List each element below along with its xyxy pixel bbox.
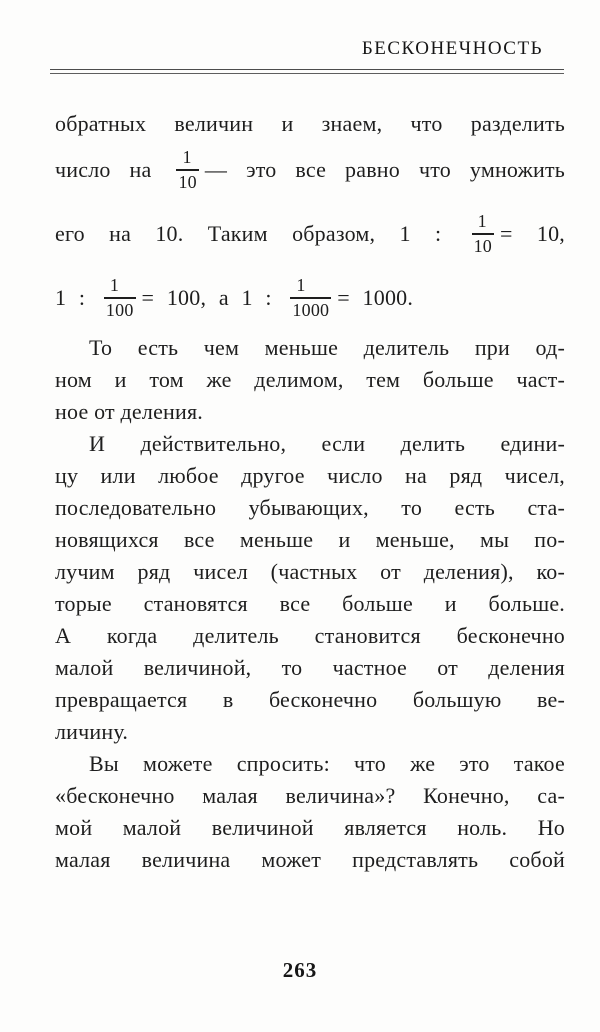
text-run: А когда делитель становится бесконечно [55,623,565,648]
text-line [55,268,565,332]
text-line [55,588,565,620]
fraction-numerator: 1 [472,211,494,235]
text-line [55,716,565,748]
text-line [55,844,565,876]
text-run: лучим ряд чисел (частных от деления), ко- [55,559,565,584]
text-run: число на [55,157,152,183]
text-line [55,652,565,684]
header-rule [50,69,564,74]
fraction [176,147,198,193]
text-run: — это все равно что умножить [204,157,565,183]
text-line [55,428,565,460]
fraction [290,275,331,321]
fraction-denominator: 100 [105,300,134,320]
text-run: малая величина может представлять собой [55,847,565,872]
text-run: То есть чем меньше делитель при од- [89,335,565,360]
text-run: 1 : [55,285,86,311]
fraction [472,211,494,257]
text-run: малой величиной, то частное от деления [55,655,565,680]
fraction-denominator: 1000 [292,300,330,320]
text-line [55,492,565,524]
text-line [55,524,565,556]
text-run: = 1000. [337,285,414,311]
text-line [55,812,565,844]
page-body [55,108,565,876]
text-run: превращается в бесконечно большую ве- [55,687,565,712]
text-run: обратных величин и знаем, что разделить [55,111,565,136]
text-line [55,748,565,780]
text-line [55,204,565,268]
running-head: БЕСКОНЕЧНОСТЬ [361,38,543,59]
text-run: Вы можете спросить: что же это такое [89,751,565,776]
text-line [55,396,565,428]
text-line [55,460,565,492]
fraction-denominator: 10 [178,172,197,192]
text-line [55,556,565,588]
text-line [55,108,565,140]
text-run: «бесконечно малая величина»? Конечно, са- [55,783,565,808]
text-run: ное от деления. [55,399,203,424]
fraction-numerator: 1 [104,275,136,299]
text-run: новящихся все меньше и меньше, мы по- [55,527,565,552]
text-line [55,780,565,812]
text-run: мой малой величиной является ноль. Но [55,815,565,840]
fraction-denominator: 10 [473,236,492,256]
text-line [55,364,565,396]
text-line [55,684,565,716]
text-run: = 10, [499,221,565,247]
text-run: И действительно, если делить едини- [89,431,565,456]
fraction-numerator: 1 [290,275,331,299]
text-line [55,620,565,652]
fraction [104,275,136,321]
text-run: последовательно убывающих, то есть ста- [55,495,565,520]
text-line [55,140,565,204]
page-number: 263 [282,958,318,982]
text-run: = 100, а 1 : [141,285,272,311]
fraction-numerator: 1 [176,147,198,171]
text-run: личину. [55,719,129,744]
text-line [55,332,565,364]
text-run: ном и том же делимом, тем больше част- [55,367,565,392]
text-run: цу или любое другое число на ряд чисел, [55,463,565,488]
text-run: его на 10. Таким образом, 1 : [55,221,442,247]
text-run: торые становятся все больше и больше. [55,591,565,616]
